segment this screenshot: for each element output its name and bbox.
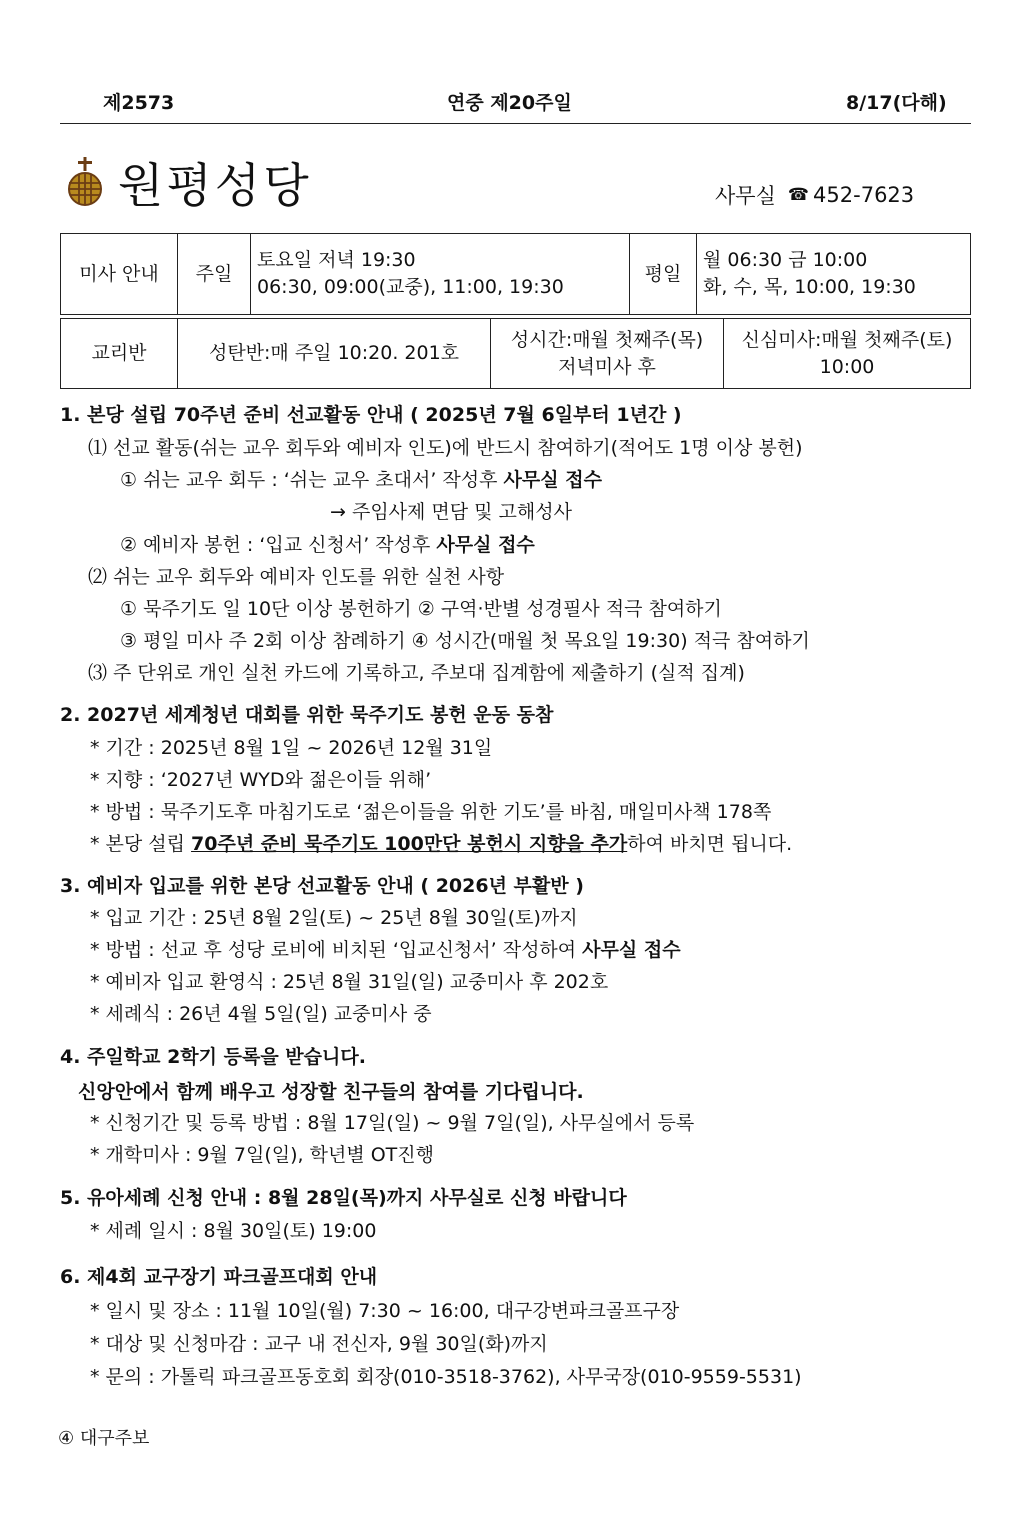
mass-schedule-table — [60, 233, 971, 315]
s2-line — [90, 829, 792, 856]
issue-date: 8/17(다해) — [846, 92, 947, 114]
section-4-title: 4. 주일학교 2학기 등록을 받습니다. — [60, 1046, 366, 1068]
sunday-times — [251, 234, 630, 315]
holy-hour-line1: 성시간:매월 첫째주(목) — [510, 328, 704, 351]
section-2-title: 2. 2027년 세계청년 대회를 위한 묵주기도 봉헌 운동 동참 — [60, 704, 554, 726]
office-phone: 452-7623 — [813, 183, 915, 207]
church-globe-cross-icon — [68, 157, 102, 207]
weekday-label: 평일 — [630, 234, 697, 315]
s1-emphasis: 사무실 접수 — [436, 534, 535, 556]
s1-line: ① 묵주기도 일 10단 이상 봉헌하기 ② 구역·반별 성경필사 적극 참여하기 — [120, 598, 722, 620]
holy-hour-line2: 저녁미사 후 — [558, 355, 656, 378]
weekday-times-line2: 화, 수, 목, 10:00, 19:30 — [703, 276, 916, 298]
devotional-mass-line1: 신심미사:매월 첫째주(토) — [741, 328, 953, 351]
page-footer: ④ 대구주보 — [58, 1428, 150, 1449]
holy-hour — [491, 319, 724, 389]
catechism-label: 교리반 — [61, 319, 178, 389]
section-5-title: 5. 유아세례 신청 안내 : 8월 28일(목)까지 사무실로 신청 바랍니다 — [60, 1187, 627, 1209]
section-4-subtitle: 신앙안에서 함께 배우고 성장할 친구들의 참여를 기다립니다. — [78, 1081, 584, 1103]
s2-text: 하여 바치면 됩니다. — [627, 833, 793, 855]
catechism-table — [60, 318, 971, 389]
s3-line — [90, 935, 681, 962]
s1-line: → 주임사제 면담 및 고해성사 — [330, 501, 572, 523]
s4-line: * 신청기간 및 등록 방법 : 8월 17일(일) ~ 9월 7일(일), 사무실에서 등록 — [90, 1112, 695, 1134]
s2-text: * 본당 설립 — [90, 833, 192, 855]
s2-line: * 기간 : 2025년 8월 1일 ~ 2026년 12월 31일 — [90, 737, 493, 759]
s6-line: * 문의 : 가톨릭 파크골프동호회 회장(010-3518-3762), 사무국장(010-9559-5531) — [90, 1366, 802, 1388]
mass-label: 미사 안내 — [61, 234, 178, 315]
issue-number: 제2573 — [103, 92, 175, 114]
s5-line: * 세례 일시 : 8월 30일(토) 19:00 — [90, 1220, 377, 1242]
s1-emphasis: 사무실 접수 — [503, 469, 602, 491]
s1-line: ⑴ 선교 활동(쉬는 교우 회두와 예비자 인도)에 반드시 참여하기(적어도 1명 이상 봉헌) — [88, 437, 803, 459]
s3-line: * 예비자 입교 환영식 : 25년 8월 31일(일) 교중미사 후 202호 — [90, 971, 609, 993]
s1-text: ① 쉬는 교우 회두 : ‘쉬는 교우 초대서’ 작성후 — [120, 469, 504, 491]
s3-emphasis: 사무실 접수 — [582, 939, 681, 961]
catechism-class: 성탄반:매 주일 10:20. 201호 — [178, 319, 491, 389]
s1-text: ② 예비자 봉헌 : ‘입교 신청서’ 작성후 — [120, 534, 437, 556]
section-1-title: 1. 본당 설립 70주년 준비 선교활동 안내 ( 2025년 7월 6일부터 1년간 ) — [60, 404, 682, 426]
s2-underlined: 70주년 준비 묵주기도 100만단 봉헌시 지향을 추가 — [191, 833, 628, 855]
header-divider — [60, 123, 971, 124]
weekday-times — [697, 234, 971, 315]
parish-name: 원평성당 — [118, 158, 312, 214]
sunday-times-line1: 토요일 저녁 19:30 — [257, 249, 416, 272]
devotional-mass-line2: 10:00 — [819, 355, 875, 378]
s1-line: ⑶ 주 단위로 개인 실천 카드에 기록하고, 주보대 집계함에 제출하기 (실적 집계) — [88, 662, 745, 684]
s3-text: * 방법 : 선교 후 성당 로비에 비치된 ‘입교신청서’ 작성하여 — [90, 939, 583, 961]
devotional-mass — [724, 319, 971, 389]
s2-line: * 지향 : ‘2027년 WYD와 젊은이들 위해’ — [90, 769, 432, 791]
s6-line: * 대상 및 신청마감 : 교구 내 전신자, 9월 30일(화)까지 — [90, 1333, 548, 1355]
telephone-icon: ☎ — [787, 185, 810, 205]
office-contact — [715, 180, 914, 210]
s6-line: * 일시 및 장소 : 11월 10일(월) 7:30 ~ 16:00, 대구강변파크골프구장 — [90, 1300, 680, 1322]
parish-brand — [68, 150, 312, 214]
section-6-title: 6. 제4회 교구장기 파크골프대회 안내 — [60, 1266, 378, 1288]
section-3-title: 3. 예비자 입교를 위한 본당 선교활동 안내 ( 2026년 부활반 ) — [60, 875, 584, 897]
office-label: 사무실 — [715, 184, 776, 208]
s3-line: * 세례식 : 26년 4월 5일(일) 교중미사 중 — [90, 1003, 432, 1025]
s3-line: * 입교 기간 : 25년 8월 2일(토) ~ 25년 8월 30일(토)까지 — [90, 907, 578, 929]
s1-line — [120, 465, 602, 492]
s4-line: * 개학미사 : 9월 7일(일), 학년별 OT진행 — [90, 1144, 434, 1166]
s2-line: * 방법 : 묵주기도후 마침기도로 ‘젊은이들을 위한 기도’를 바침, 매일미사책 178쪽 — [90, 801, 772, 823]
sunday-label: 주일 — [178, 234, 251, 315]
sunday-times-line2: 06:30, 09:00(교중), 11:00, 19:30 — [257, 276, 564, 298]
s1-line: ③ 평일 미사 주 2회 이상 참례하기 ④ 성시간(매월 첫 목요일 19:30) 적극 참여하기 — [120, 630, 810, 652]
s1-line: ⑵ 쉬는 교우 회두와 예비자 인도를 위한 실천 사항 — [88, 566, 505, 588]
liturgical-week: 연중 제20주일 — [447, 92, 572, 114]
weekday-times-line1: 월 06:30 금 10:00 — [703, 249, 868, 272]
s1-line — [120, 530, 535, 557]
